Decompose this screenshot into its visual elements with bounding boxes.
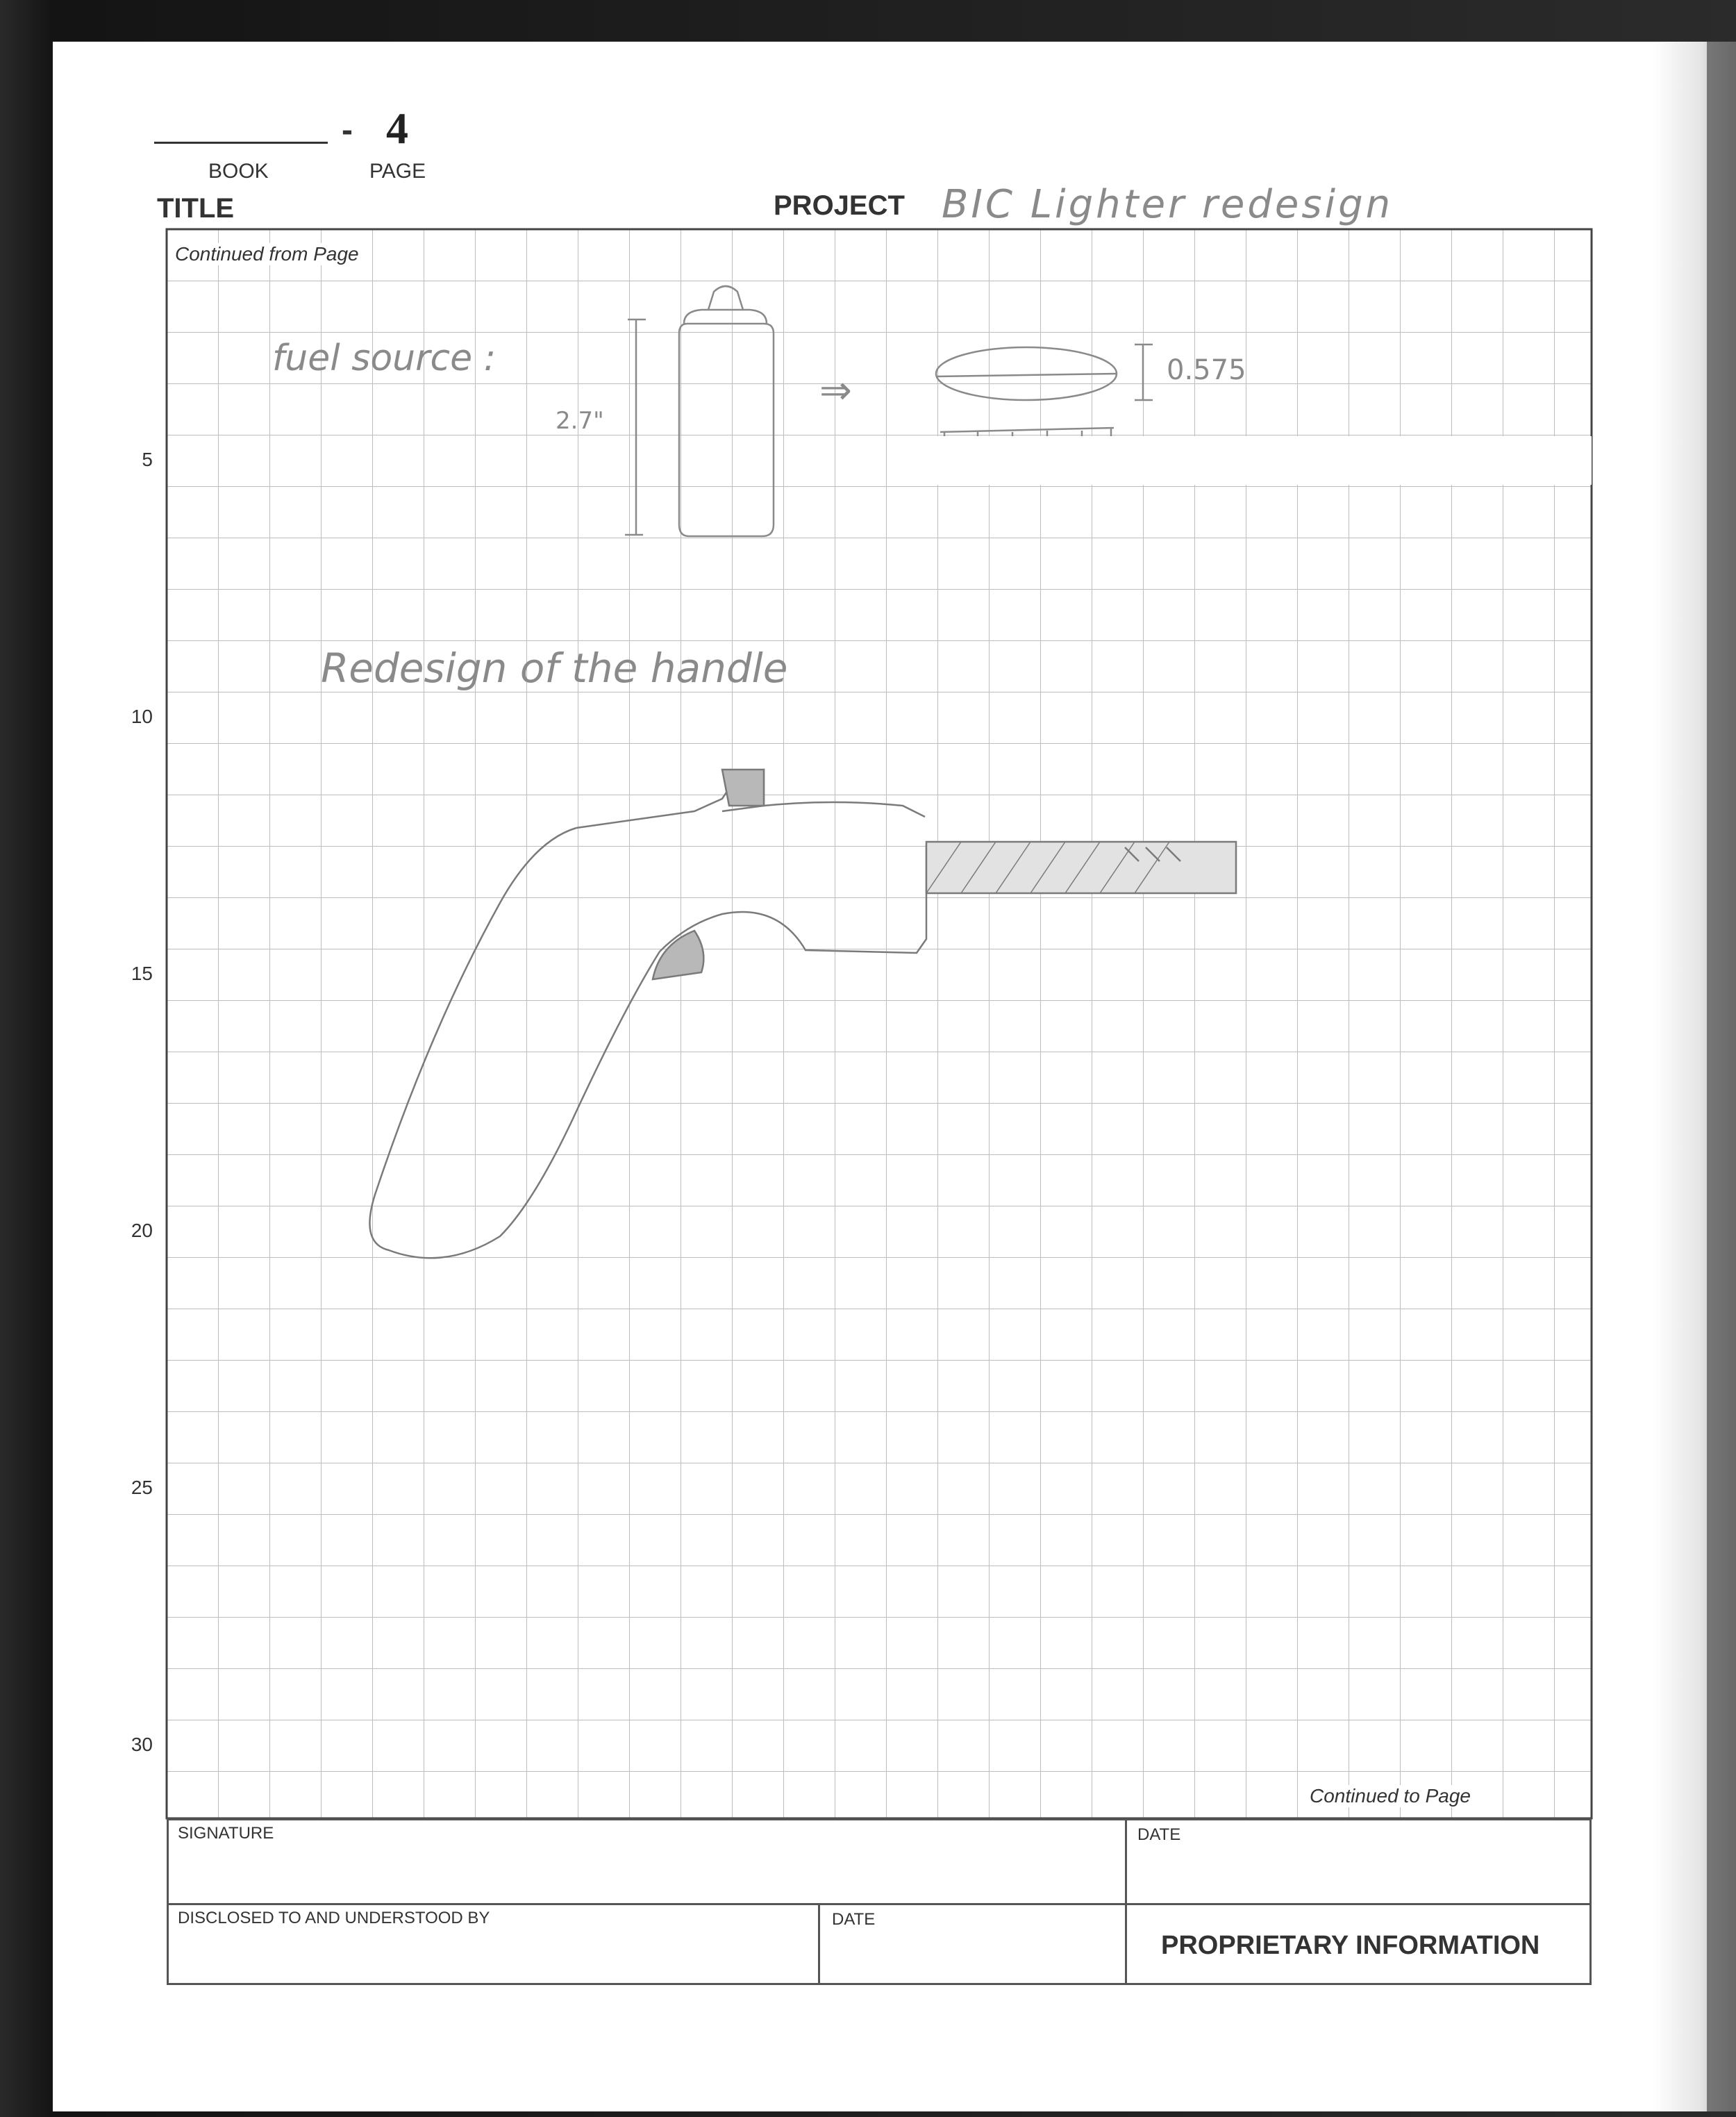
- date-label-2: DATE: [832, 1910, 876, 1929]
- date-label-1: DATE: [1137, 1825, 1181, 1844]
- page-number: 4: [386, 103, 408, 153]
- line-number-25: 25: [131, 1477, 153, 1498]
- signature-divider-v2: [818, 1903, 820, 1985]
- line-number-30: 30: [131, 1734, 153, 1755]
- paper-patch: [915, 436, 1592, 485]
- continued-to-label: Continued to Page: [1305, 1785, 1475, 1807]
- project-value: BIC Lighter redesign: [942, 182, 1394, 227]
- signature-divider-h: [167, 1903, 1592, 1905]
- page-label: PAGE: [369, 160, 426, 183]
- disclosed-label: DISCLOSED TO AND UNDERSTOOD BY: [178, 1909, 490, 1927]
- line-number-5: 5: [142, 449, 153, 470]
- book-label: BOOK: [208, 160, 269, 183]
- redesign-note: Redesign of the handle: [321, 645, 788, 692]
- project-label: PROJECT: [774, 190, 905, 221]
- title-label: TITLE: [157, 193, 235, 224]
- line-number-10: 10: [131, 706, 153, 727]
- line-number-15: 15: [131, 963, 153, 984]
- proprietary-information: PROPRIETARY INFORMATION: [1161, 1931, 1540, 1960]
- page-dash: -: [342, 112, 353, 149]
- canister-top-view-sketch: [936, 344, 1153, 450]
- fuel-source-note: fuel source :: [272, 338, 496, 379]
- line-number-20: 20: [131, 1220, 153, 1241]
- continued-from-label: Continued from Page: [171, 243, 363, 265]
- handle-redesign-sketch: [369, 770, 1236, 1258]
- fuel-canister-sketch: [625, 286, 774, 536]
- signature-divider-v1: [1125, 1818, 1127, 1985]
- dimension-height-note: 2.7": [556, 407, 604, 435]
- transform-arrow: ⇒: [819, 368, 852, 413]
- signature-label: SIGNATURE: [178, 1824, 274, 1843]
- dimension-diameter-note: 0.575: [1167, 354, 1246, 386]
